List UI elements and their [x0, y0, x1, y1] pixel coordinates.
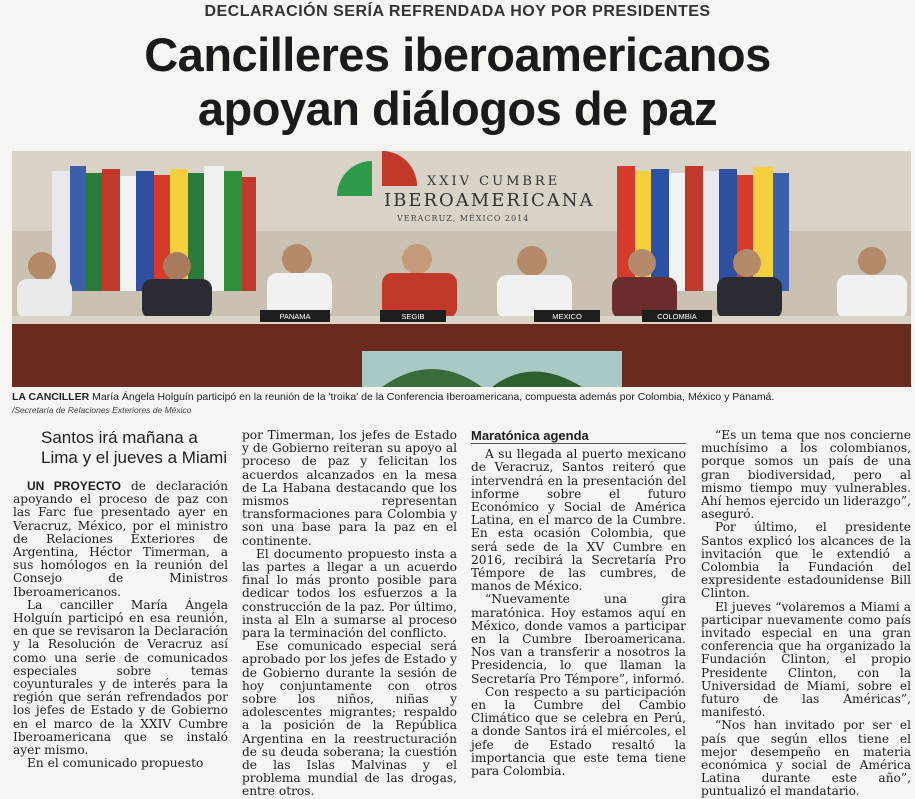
paragraph-4: por Timerman, los jefes de Estado y de Gobierno reiteran su apoyo al proceso de paz y felicitan los acuerdos alcanzados en la mesa de La Habana destacando que los mismos representan transformaciones para Colombia y son una base para la paz en el continente.	[242, 428, 457, 548]
subhead: Maratónica agenda	[471, 429, 686, 444]
lead-in: UN PROYECTO	[27, 479, 121, 493]
column-3	[471, 429, 686, 778]
column-4	[701, 429, 911, 799]
paragraph-1-text: de declaración apoyando el proceso de paz con las Farc fue presentado ayer en Veracruz, México, por el ministro de Relaciones Exteriores de Argentina, Héctor Timerman, a sus homólogos en la reunión del Consejo de Ministros Iberoamericanos.	[13, 479, 228, 599]
kicker: DECLARACIÓN SERÍA REFRENDADA HOY POR PRESIDENTES	[204, 3, 711, 20]
placard-mexico: MEXICO	[552, 312, 582, 321]
summit-photo	[12, 151, 911, 387]
left-flags	[52, 166, 256, 291]
paragraph-5: El documento propuesto insta a las partes a llegar a un acuerdo final lo más pronto posible para dedicar todos los esfuerzos a la construcción de la paz. Por último, insta al Eln a sumarse al proceso para la terminación del conflicto.	[242, 546, 457, 641]
paragraph-9: Con respecto a su participación en la Cumbre del Cambio Climático que se celebra en Perú, a donde Santos irá el miércoles, el jefe de Estado resaltó la importancia que este tema tiene para Colombia.	[471, 684, 686, 779]
paragraph-1	[13, 480, 228, 599]
paragraph-13: “Nos han invitado por ser el país que según ellos tiene el mejor desempeño en materia económica y social de América Latina durante este año”, puntualizó el mandatario.	[701, 718, 911, 799]
column-1	[13, 424, 228, 770]
paragraph-7: A su llegada al puerto mexicano de Veracruz, Santos reiteró que intervendrá en la presentación del informe sobre el futuro Económico y Social de América Latina, en el marco de la Cumbre. En esta ocasión Colombia, que será sede de la XV Cumbre en 2016, recibirá la Secretaría Pro Témpore de las cumbres, de manos de México.	[471, 447, 686, 594]
paragraph-6: Ese comunicado especial será aprobado por los jefes de Estado y de Gobierno durante la sesión de hoy conjuntamente con otros sobre los niños, niñas y adolescentes migrantes; respaldo a la posición de la República Argentina en la reestructuración de su deuda soberana; la cuestión de las Islas Malvinas y el problema mundial de las drogas, entre otros.	[242, 639, 457, 799]
caption-text: María Ángela Holguín participó en la reunión de la 'troika' de la Conferencia Iberoamericana, compuesta además por Colombia, México y Panamá.	[89, 391, 775, 403]
headline	[0, 28, 915, 136]
paragraph-10: “Es un tema que nos concierne muchísimo a los colombianos, porque somos un país de una gran biodiversidad, pero al mismo tiempo muy vulnerables. Ahí hemos ejercido un liderazgo”, aseguró.	[701, 428, 911, 522]
summit-scene	[12, 151, 911, 387]
paragraph-3: En el comunicado propuesto	[27, 756, 204, 771]
placard-colombia: COLOMBIA	[657, 312, 697, 321]
headline-line-2: apoyan diálogos de paz	[197, 82, 718, 135]
paragraph-2: La canciller María Ángela Holguín participó en esa reunión, en que se revisaron la Declaración y la Resolución de Veracruz así como una serie de comunicados especiales sobre temas coyunturales y de interés para la región que serán refrendados por los jefes de Estado y de Gobierno en el marco de la XXIV Cumbre Iberoamericana que se instaló ayer mismo.	[13, 597, 228, 758]
backdrop-text-2: IBEROAMERICANA	[384, 190, 595, 211]
backdrop-text-1: XXIV CUMBRE	[427, 174, 561, 189]
paragraph-11: Por último, el presidente Santos explicó los alcances de la invitación que le extendió a Colombia la Fundación del expresidente estadounidense Bill Clinton.	[701, 520, 911, 601]
paragraph-12: El jueves “volaremos a Miami a participar nuevamente como país invitado especial en una gran conferencia que ha organizado la Fundación Clinton, el propio Presidente Clinton, con la Universidad de Miami, sobre el futuro de las Américas”, manifestó.	[701, 599, 911, 720]
caption-label: LA CANCILLER	[12, 391, 90, 403]
headline-line-1: Cancilleres iberoamericanos	[144, 28, 771, 81]
photo-credit: /Secretaría de Relaciones Exteriores de México	[12, 405, 192, 415]
backdrop-text-3: VERACRUZ, MÉXICO 2014	[397, 214, 530, 223]
column-2	[242, 429, 457, 799]
deck: Santos irá mañana a Lima y el jueves a Miami	[41, 428, 228, 467]
photo-caption	[12, 391, 911, 404]
paragraph-8: “Nuevamente una gira maratónica. Hoy estamos aquí en México, donde vamos a participar en la Cumbre Iberoamericana. Nos van a transferir a nosotros la Presidencia, lo que llaman la Secretaría Pro Témpore”, informó.	[471, 592, 686, 686]
placard-panama: PANAMA	[279, 312, 311, 321]
placard-segib: SEGIB	[401, 312, 425, 321]
